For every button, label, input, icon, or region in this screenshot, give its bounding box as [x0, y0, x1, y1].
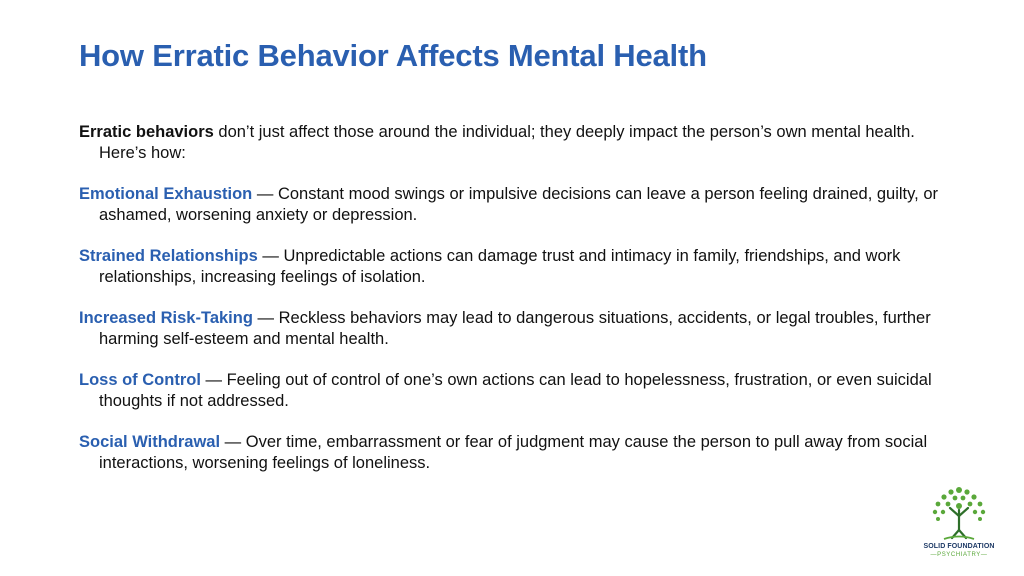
- slide-title: How Erratic Behavior Affects Mental Health: [79, 38, 707, 73]
- point-term: Increased Risk-Taking: [79, 309, 253, 327]
- point-social-withdrawal: [79, 432, 954, 474]
- tree-person-icon: [930, 486, 988, 542]
- point-text: — Reckless behaviors may lead to dangerous situations, accidents, or legal troubles, further harming self-esteem and mental health.: [99, 309, 931, 348]
- point-term: Emotional Exhaustion: [79, 185, 253, 203]
- intro-term: Erratic behaviors: [79, 123, 214, 141]
- point-term: Loss of Control: [79, 371, 201, 389]
- company-logo: [918, 486, 1000, 564]
- point-text: — Feeling out of control of one’s own actions can lead to hopelessness, frustration, or even suicidal thoughts if not addressed.: [99, 371, 932, 410]
- point-text: — Over time, embarrassment or fear of judgment may cause the person to pull away from social interactions, worsening feelings of loneliness.: [99, 433, 928, 472]
- point-text: — Constant mood swings or impulsive decisions can leave a person feeling drained, guilty, or ashamed, worsening anxiety or depression.: [99, 185, 938, 224]
- slide-content: [79, 122, 954, 494]
- point-term: Social Withdrawal: [79, 433, 221, 451]
- point-strained-relationships: [79, 246, 954, 288]
- point-emotional-exhaustion: [79, 184, 954, 226]
- logo-name: SOLID FOUNDATION: [923, 543, 995, 550]
- intro-paragraph: [79, 122, 954, 164]
- logo-subtitle: —PSYCHIATRY—: [930, 552, 988, 558]
- point-increased-risk-taking: [79, 308, 954, 350]
- point-loss-of-control: [79, 370, 954, 412]
- point-text: — Unpredictable actions can damage trust and intimacy in family, friendships, and work relationships, increasing feelings of isolation.: [99, 247, 901, 286]
- intro-text: don’t just affect those around the individual; they deeply impact the person’s own mental health. Here’s how:: [99, 123, 915, 162]
- point-term: Strained Relationships: [79, 247, 258, 265]
